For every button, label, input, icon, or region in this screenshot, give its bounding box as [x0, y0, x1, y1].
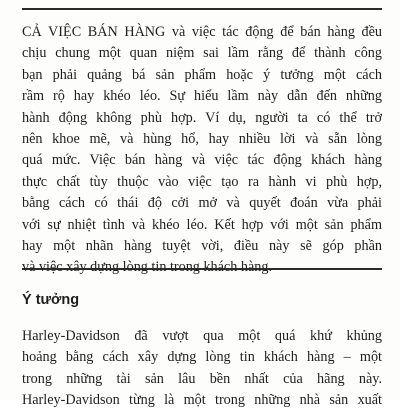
- intro-line: bạn phải quảng bá sản phẩm hoặc ý tưởng một cách: [22, 66, 382, 83]
- idea-line: Harley-Davidson đã vượt qua một quá khứ khủng: [22, 328, 382, 344]
- intro-line: nên khoe mẽ, và hùng hổ, hay nhiều lời và sẵn lòng: [22, 131, 382, 148]
- intro-line: CẢ VIỆC BÁN HÀNG và việc tác động để bán hàng đều: [22, 24, 382, 40]
- intro-line: với sự nhiệt tình và khéo léo. Kết hợp với một sản phẩm: [22, 216, 382, 233]
- idea-paragraph: [22, 326, 382, 412]
- idea-line: hoảng bằng cách xây dựng lòng tin khách hàng – một: [22, 349, 382, 366]
- intro-line: hành động không phù hợp. Ví dụ, người ta có thể trở: [22, 109, 382, 126]
- section-heading: Ý tưởng: [22, 292, 80, 308]
- intro-line: và việc xây dựng lòng tin trong khách hàng.: [22, 259, 272, 276]
- section-divider: [22, 268, 382, 270]
- intro-line: hay một nhãn hàng tuyệt vời, điều này sẽ góp phần: [22, 238, 382, 255]
- intro-line: bằng cách có thái độ cởi mở và quyết đoán vừa phải: [22, 195, 382, 212]
- intro-line: rầm rộ hay khéo léo. Sự hiểu lầm này dẫn đến những: [22, 88, 382, 105]
- intro-line: thực chất tùy thuộc vào việc tạo ra hành vi phù hợp,: [22, 173, 382, 190]
- intro-line: quá mức. Việc bán hàng và việc tác động khách hàng: [22, 152, 382, 169]
- idea-line: trong những tài sản lâu bền nhất của hãng này.: [22, 370, 382, 387]
- intro-paragraph: [22, 22, 382, 279]
- top-divider: [22, 8, 382, 10]
- idea-line: Harley-Davidson từng là một trong những nhà sản xuất: [22, 392, 382, 409]
- intro-line: chịu chung một quan niệm sai lầm rằng để thành công: [22, 45, 382, 62]
